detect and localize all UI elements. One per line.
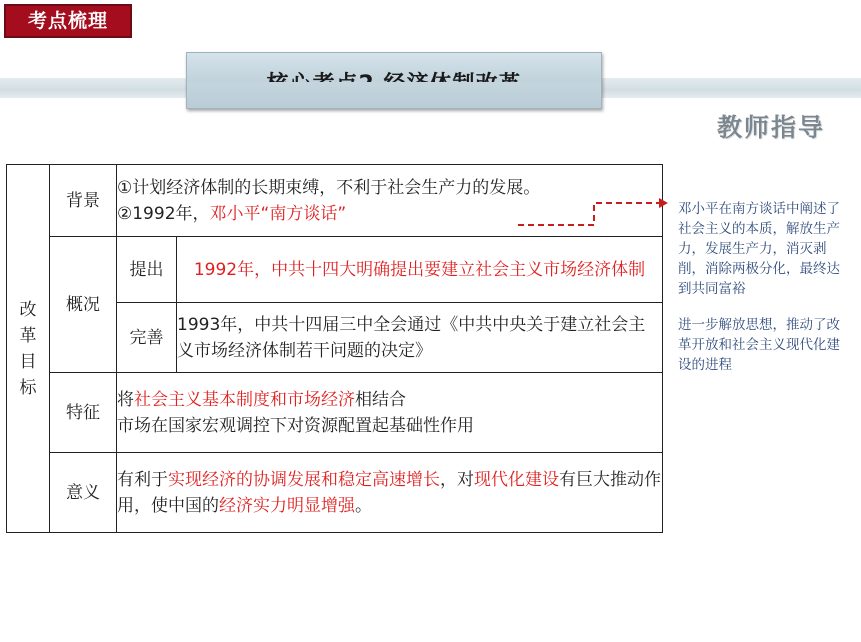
background-line2-prefix: ②1992年， bbox=[117, 203, 210, 224]
improve-content: 1993年，中共十四届三中全会通过《中共中央关于建立社会主义市场经济体制若干问题的决定》 bbox=[177, 303, 663, 373]
sub-label-improve: 完善 bbox=[117, 303, 177, 373]
section-badge: 考点梳理 bbox=[4, 4, 132, 38]
background-line2-highlight: 邓小平“南方谈话” bbox=[209, 203, 347, 224]
feature-line2: 市场在国家宏观调控下对资源配置起基础性作用 bbox=[117, 415, 474, 436]
row-label-overview: 概况 bbox=[50, 237, 117, 373]
propose-content: 1992年，中共十四大明确提出要建立社会主义市场经济体制 bbox=[177, 237, 663, 303]
feature-text-b: 相结合 bbox=[355, 389, 406, 410]
group-label: 改革目标 bbox=[19, 299, 37, 398]
background-line1: ①计划经济体制的长期束缚，不利于社会生产力的发展。 bbox=[117, 177, 541, 198]
sig-highlight-3: 经济实力明显增强 bbox=[219, 495, 355, 516]
row-label-feature: 特征 bbox=[50, 373, 117, 453]
sub-label-propose: 提出 bbox=[117, 237, 177, 303]
feature-highlight: 社会主义基本制度和市场经济 bbox=[134, 389, 355, 410]
sig-text-4: 。 bbox=[355, 495, 372, 516]
sig-text-2: ，对 bbox=[440, 469, 474, 490]
feature-text-a: 将 bbox=[117, 389, 134, 410]
teacher-notes bbox=[678, 199, 850, 391]
sig-text-1: 有利于 bbox=[117, 469, 168, 490]
teacher-guide-label: 教师指导 bbox=[717, 113, 826, 142]
note-paragraph-2: 进一步解放思想，推动了改革开放和社会主义现代化建设的进程 bbox=[678, 317, 840, 373]
sig-highlight-2: 现代化建设 bbox=[474, 469, 559, 490]
row-label-background: 背景 bbox=[50, 165, 117, 237]
note-paragraph-1: 邓小平在南方谈话中阐述了社会主义的本质，解放生产力，发展生产力，消灭剥削，消除两极分化，最终达到共同富裕 bbox=[678, 201, 840, 297]
row-label-significance: 意义 bbox=[50, 453, 117, 533]
sig-text-3: 有巨大推动作用，使中国的 bbox=[117, 469, 661, 516]
sig-highlight-1: 实现经济的协调发展和稳定高速增长 bbox=[168, 469, 440, 490]
